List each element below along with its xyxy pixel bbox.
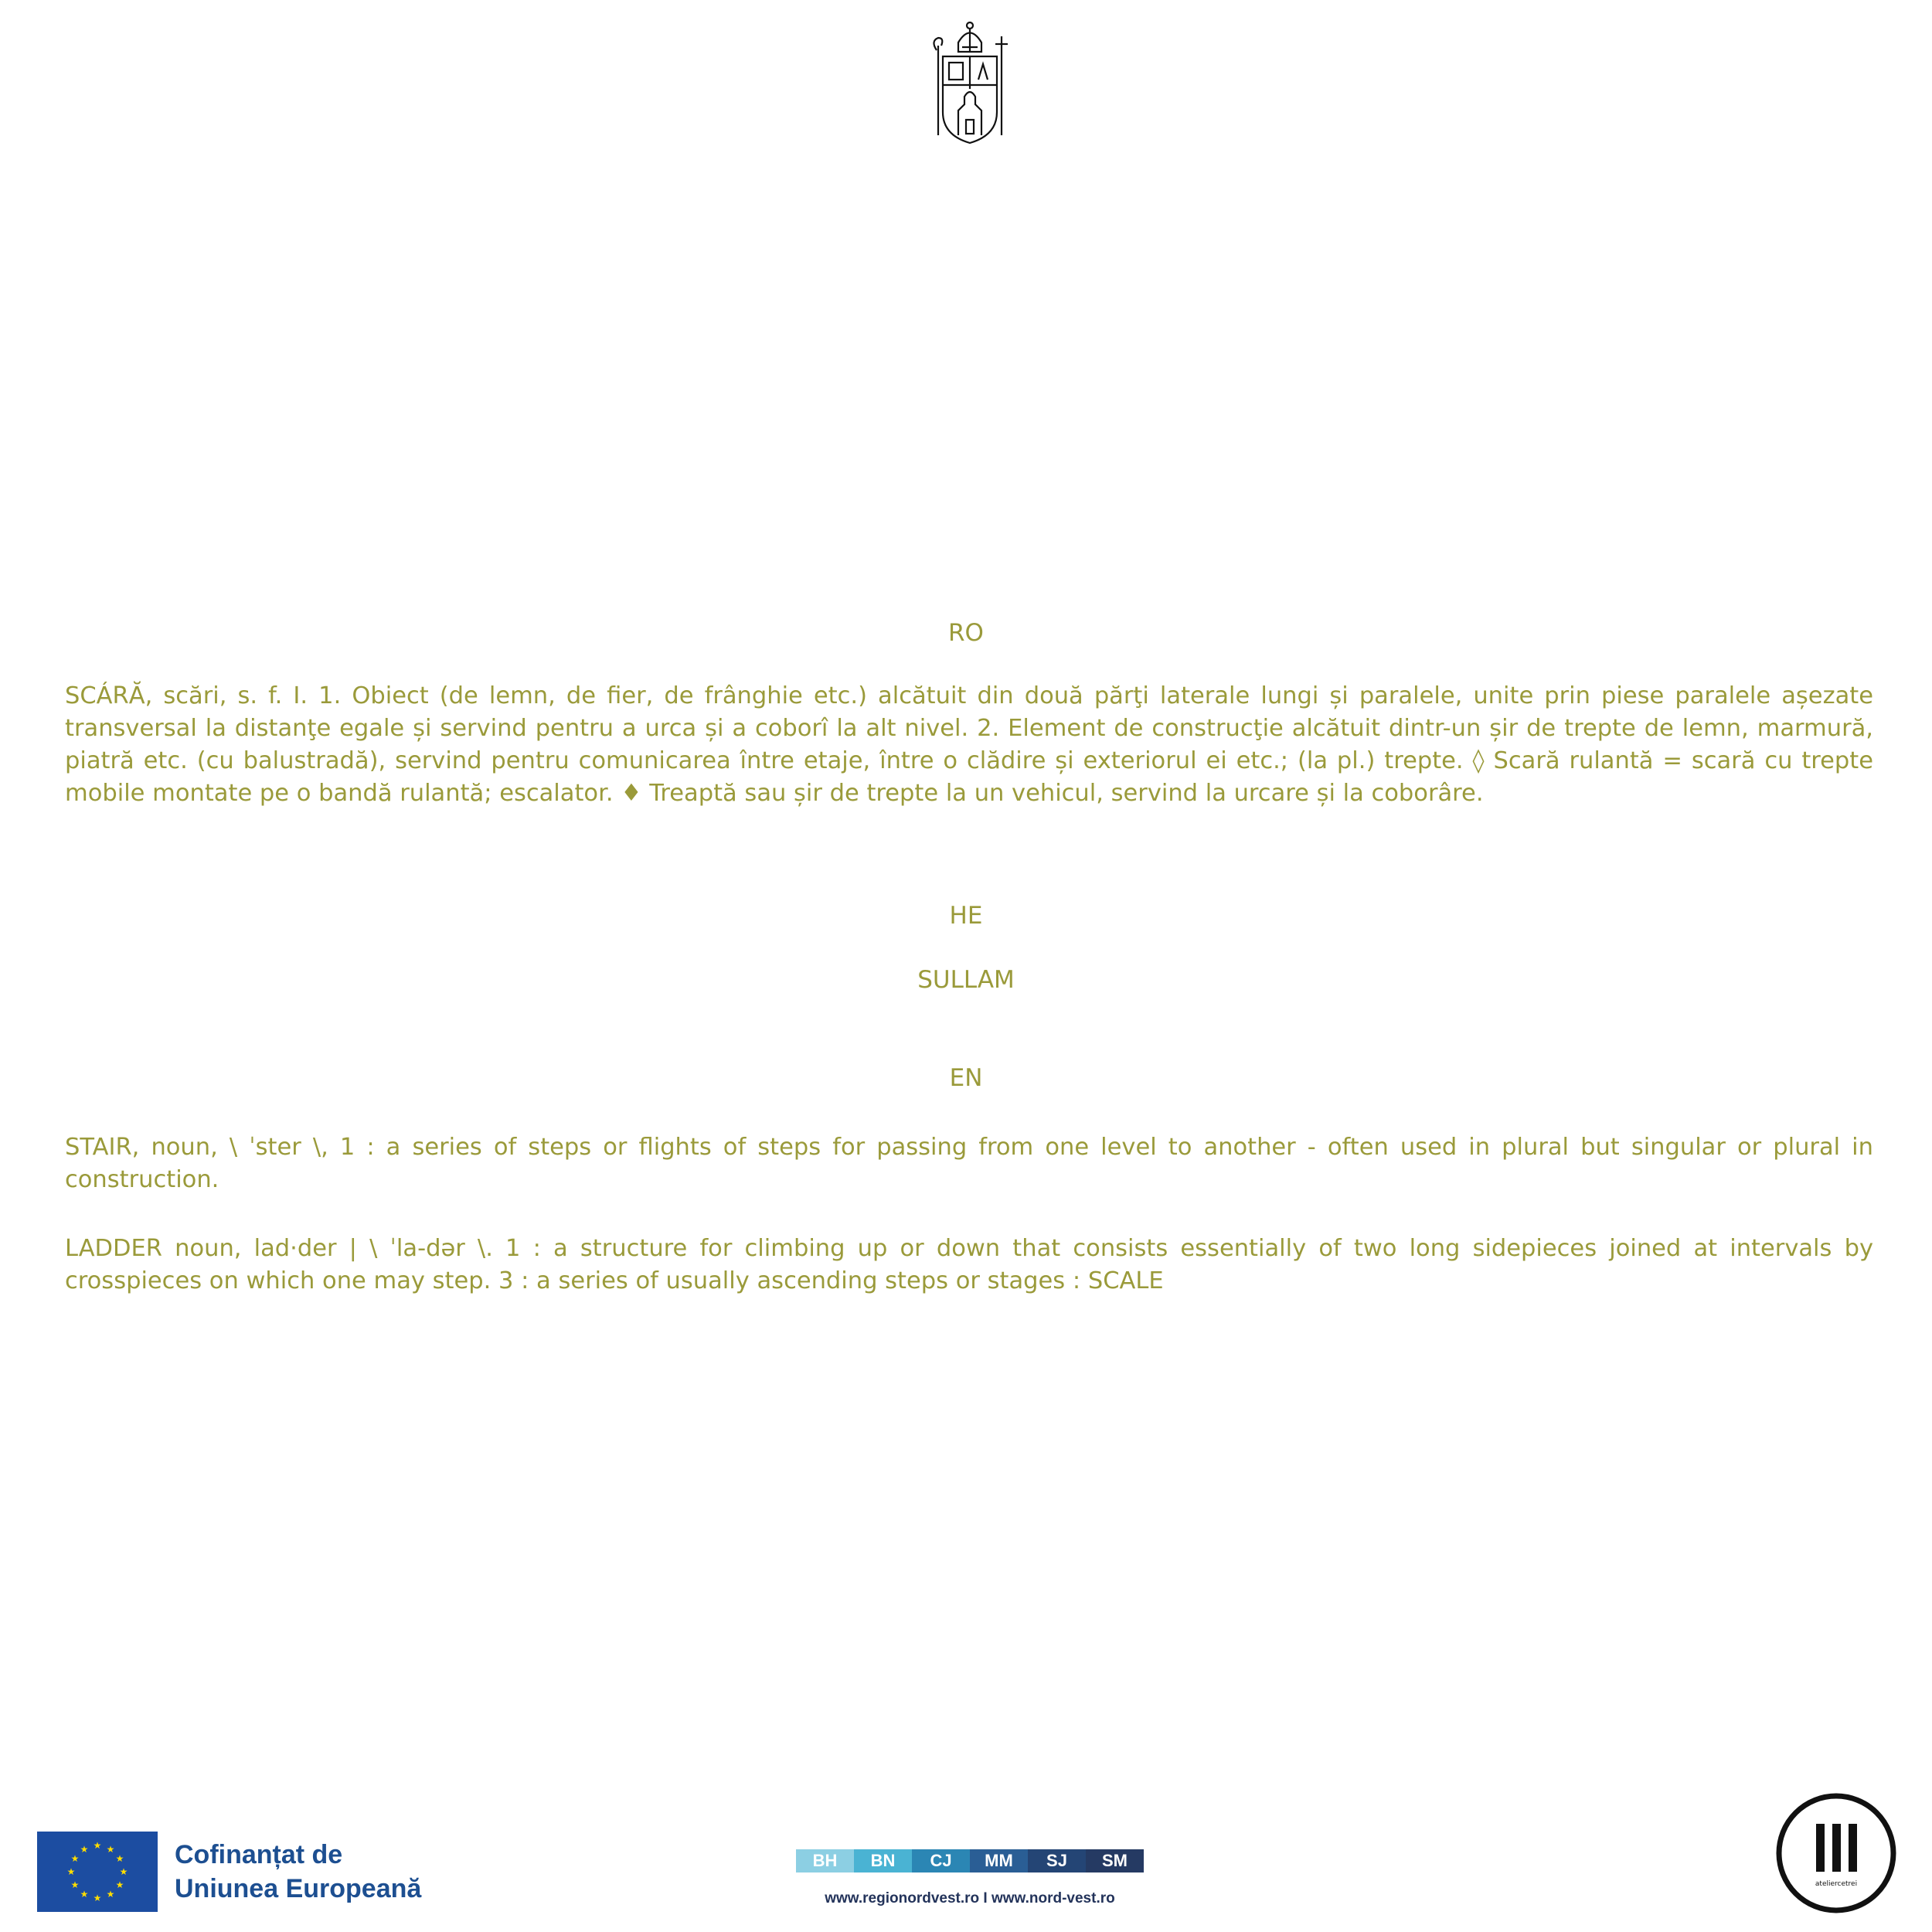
definition-en-stair: STAIR, noun, \ ˈster \, 1 : a series of steps or flights of steps for passing from one level to another - often used in plural but singular or plural in construction. [65,1134,1873,1193]
svg-text:★: ★ [119,1866,128,1877]
svg-text:★: ★ [115,1879,124,1890]
svg-text:★: ★ [106,1889,115,1900]
svg-text:★: ★ [106,1844,115,1855]
definition-ro: SCÁRĂ, scări, s. f. I. 1. Obiect (de lemn, de fier, de frânghie etc.) alcătuit din două părţi laterale lungi și paralele, unite prin piese paralele așezate transversal la distanţe egale și servind pentru a urca și a coborî la alt nivel. 2. Element de construcţie alcătuit dintr-un șir de trepte de lemn, marmură, piatră etc. (cu balustradă), servind pentru comunicarea între etaje, între o clădire și exteriorul ei etc.; (la pl.) trepte. ◊ Scară rulantă = scară cu trepte mobile montate pe o bandă rulantă; escalator. ♦ Treaptă sau șir de trepte la un vehicul, servind la urcare și la coborâre. [65,682,1873,807]
svg-text:★: ★ [115,1853,124,1864]
section-label-ro: RO [948,619,984,647]
svg-text:★: ★ [80,1889,89,1900]
region-website-links: www.regionordvest.ro I www.nord-vest.ro [825,1890,1115,1906]
region-code-cj: CJ [912,1849,970,1872]
svg-text:★: ★ [80,1844,89,1855]
region-code-bar [796,1849,1144,1872]
svg-text:★: ★ [70,1853,80,1864]
region-code-mm: MM [970,1849,1028,1872]
word-he: SULLAM [917,966,1015,994]
svg-text:★: ★ [66,1866,76,1877]
eu-cofinancing-line1: Cofinanțat de [175,1840,343,1869]
region-code-bn: BN [854,1849,912,1872]
region-code-sj: SJ [1028,1849,1086,1872]
section-label-he: HE [949,902,983,930]
region-code-bh: BH [796,1849,854,1872]
svg-text:★: ★ [93,1840,102,1851]
eu-cofinancing-line2: Uniunea Europeană [175,1874,422,1903]
definition-en-ladder: LADDER noun, lad·der | \ ˈla-dər \. 1 : a structure for climbing up or down that consists essentially of two long sidepieces joined at intervals by crosspieces on which one may step. 3 : a series of usually ascending steps or stages : SCALE [65,1235,1873,1294]
eu-cofinancing-block [37,1832,421,1912]
atelier-name: ateliercetrei [1815,1880,1858,1888]
svg-text:★: ★ [93,1893,102,1903]
eu-flag-icon [37,1832,158,1912]
region-code-sm: SM [1086,1849,1144,1872]
svg-text:★: ★ [70,1879,80,1890]
section-label-en: EN [949,1064,983,1092]
atelier-logo [1774,1791,1898,1915]
church-coat-of-arms-icon [920,19,1020,151]
